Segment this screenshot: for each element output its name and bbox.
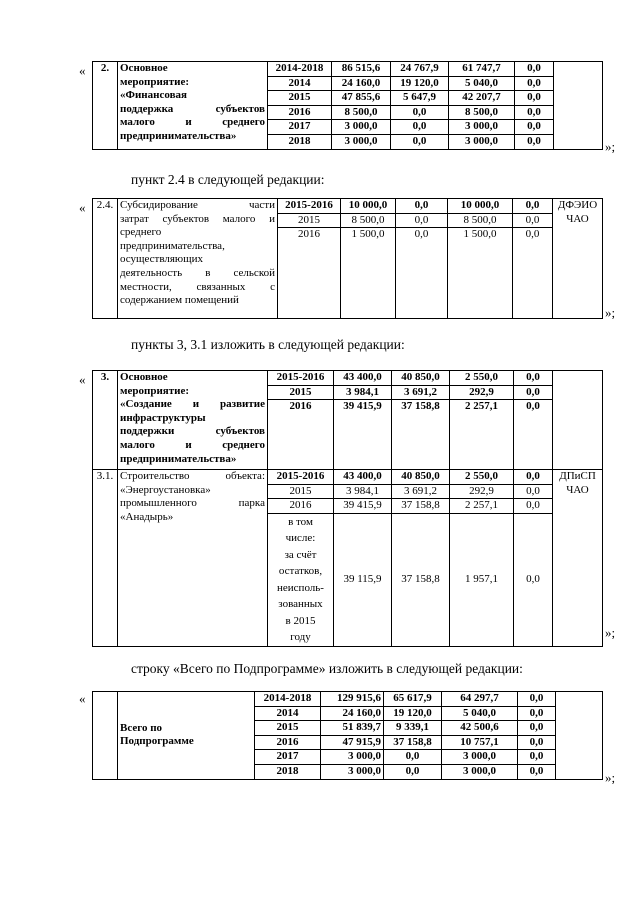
item-number: 2.4.	[93, 199, 118, 319]
item-name: Всего по Подпрограмме	[118, 692, 255, 780]
item-number: 3.	[93, 371, 118, 470]
table-row: 3.1. Строительство объекта: «Энергоустановка» промышленного парка «Анадырь» 2015-2016 43 400,0 40 850,0 2 550,0 0,0 ДПиСП ЧАО	[93, 470, 603, 485]
open-quote-1: «	[79, 63, 86, 78]
table-row: 2015 51 839,7 9 339,1 42 500,6 0,0	[93, 721, 603, 736]
item-name: Строительство объекта: «Энергоустановка» промышленного парка «Анадырь»	[118, 470, 268, 647]
close-quote-3: »;	[605, 625, 616, 640]
heading-items-3-3-1: пункты 3, 3.1 изложить в следующей редакции:	[131, 337, 405, 352]
table-row: 2015 3 984,1 3 691,2 292,9 0,0	[93, 484, 603, 499]
table-row: 2. Основное мероприятие: «Финансовая поддержка субъектов малого и среднего предпринимательства» 2014-2018 86 515,6 24 767,9 61 747,7 0,0	[93, 62, 603, 77]
item-number	[93, 692, 118, 780]
open-quote-4: «	[79, 691, 86, 706]
note-cell: в том числе: за счёт остатков, неисполь- зованных в 2015 году	[268, 513, 334, 646]
executor-cell: ДФЭИО ЧАО	[553, 199, 603, 319]
executor-cell	[553, 371, 603, 470]
open-quote-3: «	[79, 372, 86, 387]
table-row: 3. Основное мероприятие: «Создание и развитие инфраструктуры поддержки субъектов малого и среднего предпринимательства» 2015-2016 43 400,0 40 850,0 2 550,0 0,0	[93, 371, 603, 386]
executor-cell	[556, 692, 603, 780]
table-row: Всего по Подпрограмме 2014-2018 129 915,6 65 617,9 64 297,7 0,0	[93, 692, 603, 707]
table-main-event-2	[92, 61, 603, 150]
table-row: 2016 8 500,0 0,0 8 500,0 0,0	[93, 105, 603, 120]
table-row: в том числе: за счёт остатков, неисполь- зованных в 2015 году 39 115,9 37 158,8 1 957,1 0,0	[93, 513, 603, 646]
table-row: 2018 3 000,0 0,0 3 000,0 0,0	[93, 134, 603, 149]
table-row: 2016 39 415,9 37 158,8 2 257,1 0,0	[93, 400, 603, 470]
item-number: 3.1.	[93, 470, 118, 647]
heading-item-2-4: пункт 2.4 в следующей редакции:	[131, 172, 325, 187]
table-row: 2015 47 855,6 5 647,9 42 207,7 0,0	[93, 91, 603, 106]
close-quote-4: »;	[605, 770, 616, 785]
table-row: 2015 8 500,0 0,0 8 500,0 0,0	[93, 213, 603, 228]
table-item-2-4	[92, 198, 603, 319]
open-quote-2: «	[79, 200, 86, 215]
table-subprogram-total	[92, 691, 603, 780]
item-name: Основное мероприятие: «Создание и развитие инфраструктуры поддержки субъектов малого и среднего предпринимательства»	[118, 371, 268, 470]
table-row: 2018 3 000,0 0,0 3 000,0 0,0	[93, 764, 603, 779]
table-row: 2016 1 500,0 0,0 1 500,0 0,0	[93, 228, 603, 319]
heading-total-row: строку «Всего по Подпрограмме» изложить в следующей редакции:	[131, 661, 523, 676]
table-row: 2017 3 000,0 0,0 3 000,0 0,0	[93, 750, 603, 765]
table-row: 2017 3 000,0 0,0 3 000,0 0,0	[93, 120, 603, 135]
table-row: 2.4. Субсидирование части затрат субъектов малого и среднего предпринимательства, осуществляющих деятельность в сельской местности, связанных с содержанием помещений 2015-2016 10 000,0 0,0 10 000,0 0,0 ДФЭИО ЧАО	[93, 199, 603, 214]
item-name: Субсидирование части затрат субъектов малого и среднего предпринимательства, осуществляющих деятельность в сельской местности, связанных с содержанием помещений	[118, 199, 278, 319]
table-main-event-3	[92, 370, 603, 647]
table-row: 2016 47 915,9 37 158,8 10 757,1 0,0	[93, 735, 603, 750]
table-row: 2014 24 160,0 19 120,0 5 040,0 0,0	[93, 76, 603, 91]
table-row: 2014 24 160,0 19 120,0 5 040,0 0,0	[93, 706, 603, 721]
executor-cell: ДПиСП ЧАО	[553, 470, 603, 647]
close-quote-2: »;	[605, 305, 616, 320]
close-quote-1: »;	[605, 139, 616, 154]
table-row: 2016 39 415,9 37 158,8 2 257,1 0,0	[93, 499, 603, 514]
executor-cell	[554, 62, 603, 150]
item-number: 2.	[93, 62, 118, 150]
table-row: 2015 3 984,1 3 691,2 292,9 0,0	[93, 385, 603, 400]
item-name: Основное мероприятие: «Финансовая поддержка субъектов малого и среднего предпринимательства»	[118, 62, 268, 150]
